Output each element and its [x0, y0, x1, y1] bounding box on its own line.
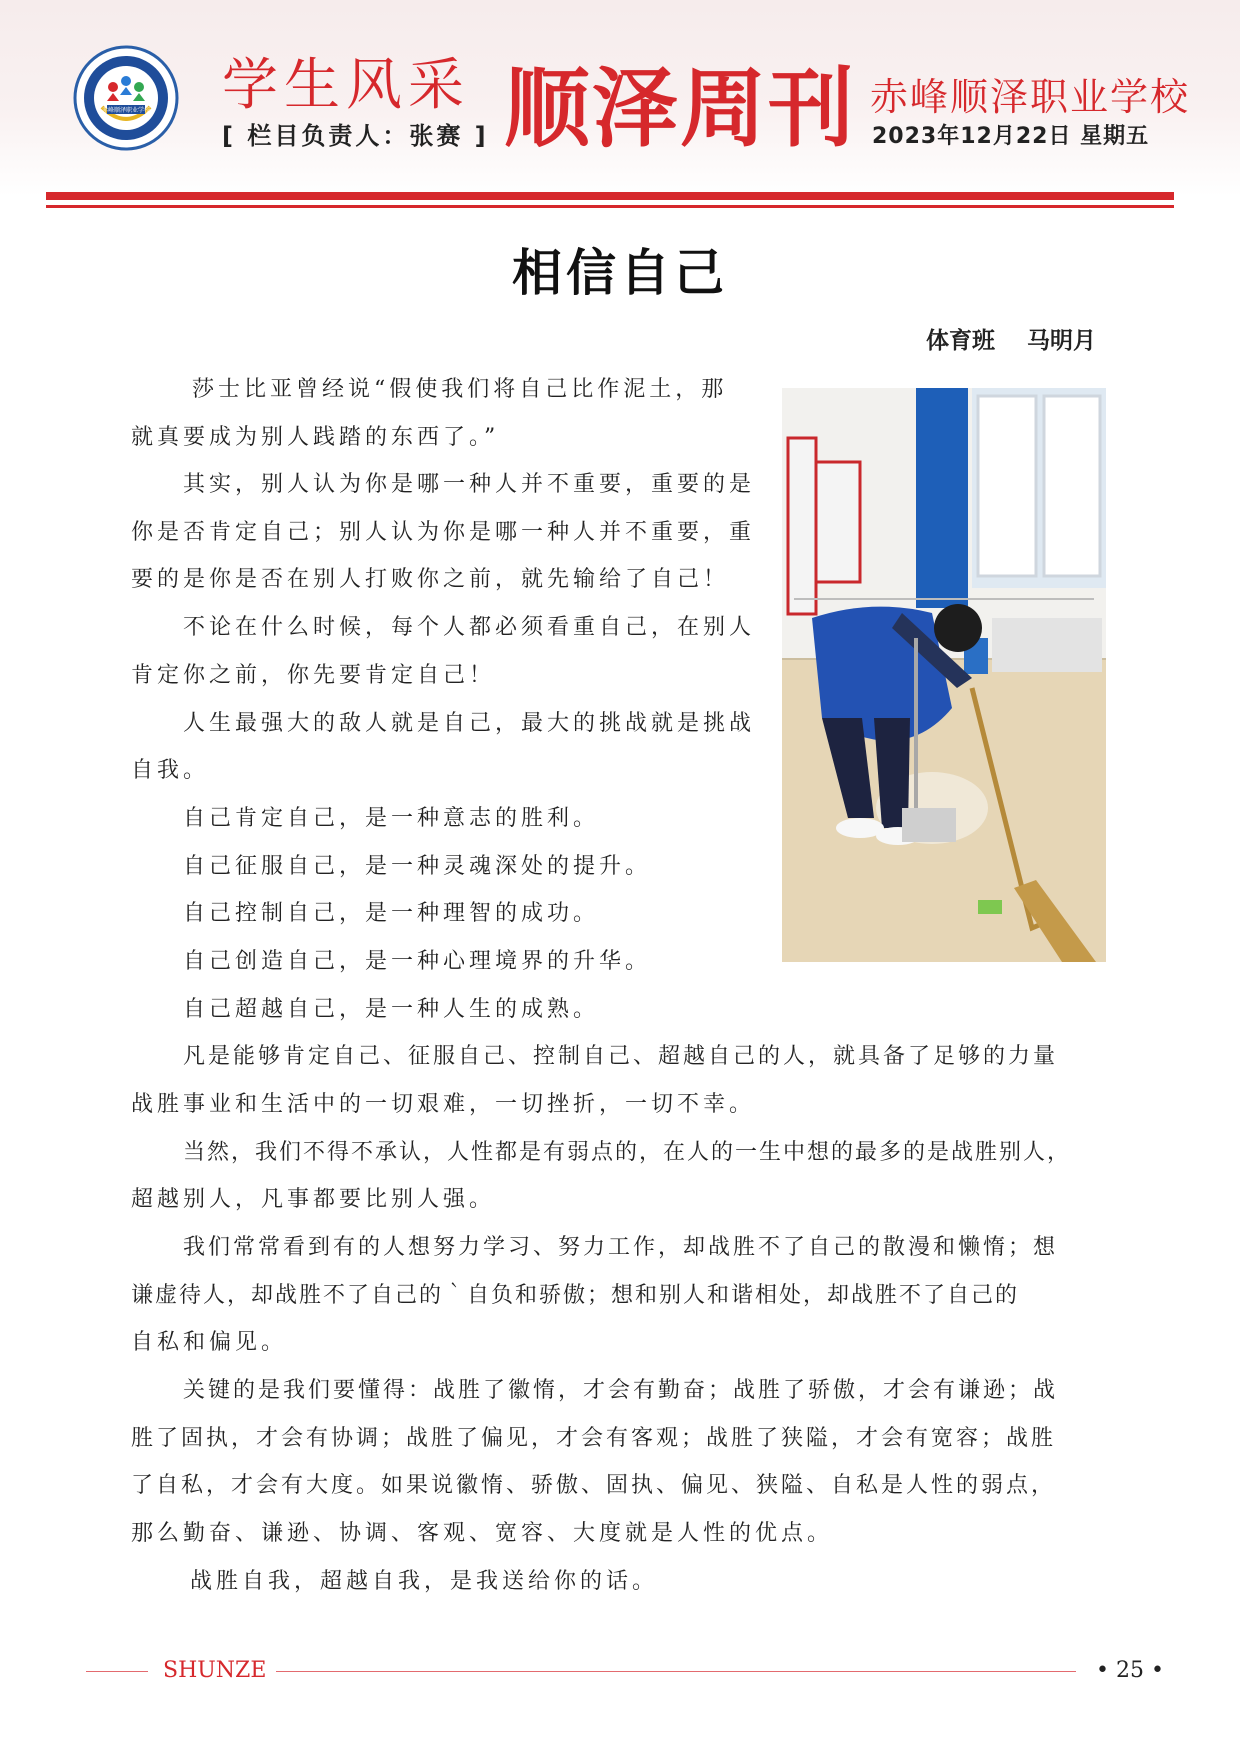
header-divider-thick — [46, 192, 1174, 200]
body-line: 自我。 — [131, 758, 210, 783]
body-line: 人生最强大的敌人就是自己，最大的挑战就是挑战 — [183, 711, 756, 736]
body-line: 关键的是我们要懂得：战胜了徽惰，才会有勤奋；战胜了骄傲，才会有谦逊；战 — [183, 1378, 1059, 1403]
header-divider-thin — [46, 205, 1174, 208]
body-line: 凡是能够肯定自己、征服自己、控制自己、超越自己的人，就具备了足够的力量 — [183, 1044, 1059, 1069]
body-line: 那么勤奋、谦逊、协调、客观、宽容、大度就是人性的优点。 — [131, 1521, 834, 1546]
body-line: 当然，我们不得不承认，人性都是有弱点的，在人的一生中想的最多的是战胜别人， — [183, 1140, 1072, 1165]
body-line: 莎士比亚曾经说“假使我们将自己比作泥土，那 — [192, 377, 728, 402]
body-line: 其实，别人认为你是哪一种人并不重要，重要的是 — [183, 472, 756, 497]
body-line: 自己控制自己，是一种理智的成功。 — [183, 901, 600, 926]
article-author: 体育班 马明月 — [926, 328, 1097, 354]
body-line: 自己肯定自己，是一种意志的胜利。 — [183, 806, 600, 831]
body-line: 战胜自我，超越自我，是我送给你的话。 — [190, 1569, 659, 1594]
body-line: 自己征服自己，是一种灵魂深处的提升。 — [183, 854, 652, 879]
article-title: 相信自己 — [512, 244, 728, 302]
body-line: 你是否肯定自己；别人认为你是哪一种人并不重要，重 — [131, 520, 756, 545]
logo-text: 赤峰顺泽职业学校 — [101, 107, 151, 114]
column-editor: [ 栏目负责人：张赛 ] — [222, 122, 489, 150]
body-line: 谦虚待人，却战胜不了自己的｀自负和骄傲；想和别人和谐相处，却战胜不了自己的 — [131, 1283, 1020, 1308]
school-logo — [73, 45, 179, 151]
body-line: 肯定你之前，你先要肯定自己！ — [131, 663, 496, 688]
body-line: 胜了固执，才会有协调；战胜了偏见，才会有客观；战胜了狭隘，才会有宽容；战胜 — [131, 1426, 1057, 1451]
body-line: 自己超越自己，是一种人生的成熟。 — [183, 997, 600, 1022]
body-line: 不论在什么时候，每个人都必须看重自己，在别人 — [183, 615, 756, 640]
footer-rule-left — [86, 1671, 148, 1672]
body-line: 我们常常看到有的人想努力学习、努力工作，却战胜不了自己的散漫和懒惰；想 — [183, 1235, 1059, 1260]
student-sweeping-photo — [782, 388, 1106, 962]
footer-rule-right — [276, 1671, 1076, 1672]
body-line: 就真要成为别人践踏的东西了。” — [131, 425, 500, 450]
page-number: • 25 • — [1096, 1658, 1164, 1683]
body-line: 战胜事业和生活中的一切艰难，一切挫折，一切不幸。 — [131, 1092, 756, 1117]
body-line: 超越别人，凡事都要比别人强。 — [131, 1187, 496, 1212]
school-name: 赤峰顺泽职业学校 — [870, 75, 1191, 119]
issue-date: 2023年12月22日 星期五 — [872, 124, 1150, 149]
body-line: 自己创造自己，是一种心理境界的升华。 — [183, 949, 652, 974]
body-line: 自私和偏见。 — [131, 1330, 288, 1355]
masthead — [0, 0, 1240, 196]
body-line: 要的是你是否在别人打败你之前，就先输给了自己！ — [131, 567, 730, 592]
body-line: 了自私，才会有大度。如果说徽惰、骄傲、固执、偏见、狭隘、自私是人性的弱点， — [131, 1473, 1057, 1498]
section-title: 学生风采 — [222, 53, 470, 118]
publication-title: 顺泽周刊 — [504, 59, 856, 159]
footer-brand: SHUNZE — [163, 1658, 267, 1683]
